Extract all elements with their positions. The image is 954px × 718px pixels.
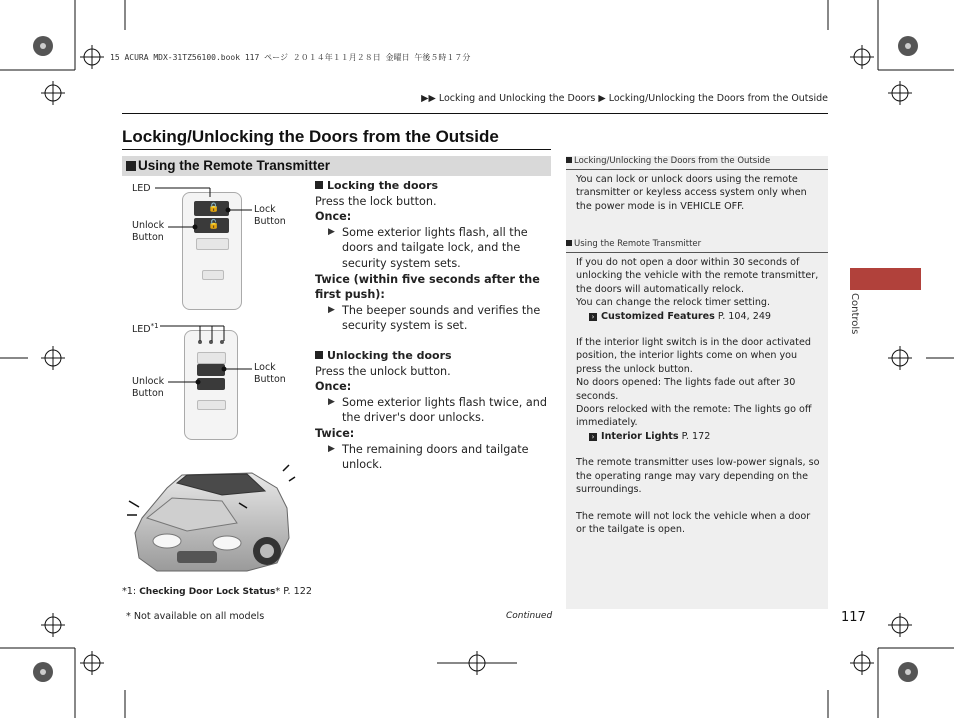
locking-twice-text: The beeper sounds and verifies the security system is set. <box>342 303 541 333</box>
unlocking-head-text: Unlocking the doors <box>327 348 452 362</box>
bullet-square-icon <box>315 181 323 189</box>
sidebar-box1-header <box>566 156 770 166</box>
locking-once-text: Some exterior lights flash, all the doors and tailgate lock, and the security system sets. <box>342 225 528 270</box>
unlocking-once-label: Once: <box>315 380 352 394</box>
sidebar-box1-text: You can lock or unlock doors using the remote transmitter or keyless access system only when the power mode is in VEHICLE OFF. <box>576 174 807 212</box>
unlocking-twice-item <box>315 442 553 473</box>
label-lock-1: Lock Button <box>254 204 286 227</box>
sidebar-p6: The remote transmitter uses low-power signals, so the operating range may vary depending on the surroundings. <box>576 457 820 496</box>
reference-arrow-icon: › <box>589 433 597 441</box>
unlocking-once-text: Some exterior lights flash twice, and the driver's door unlocks. <box>342 395 547 425</box>
triangle-icon: ▶ <box>328 226 335 237</box>
sidebar-p1: If you do not open a door within 30 seconds of unlocking the vehicle with the remote transmitter, the doors will automatically relock. <box>576 257 819 295</box>
chapter-label: Controls <box>849 293 860 335</box>
unlock-icon-1: 🔓 <box>208 220 220 230</box>
label-lock-2: Lock Button <box>254 362 286 385</box>
sidebar-box1-rule <box>566 169 828 170</box>
footnote-link[interactable]: Checking Door Lock Status <box>139 587 276 597</box>
locking-twice-label: Twice (within five seconds after the first push): <box>315 272 540 302</box>
ref1-label[interactable]: Customized Features <box>601 310 715 322</box>
label-led-1: LED <box>132 183 151 194</box>
sidebar-p2: You can change the relock timer setting. <box>576 297 771 309</box>
print-header: 15 ACURA MDX-31TZ56100.book 117 ページ ２０１４年１１月２８日 金曜日 午後５時１７分 <box>110 53 471 62</box>
sidebar-box2-header <box>566 239 701 249</box>
sidebar-box-icon <box>566 157 572 163</box>
unlocking-twice-label: Twice: <box>315 426 355 440</box>
footnote-star: * <box>275 586 281 597</box>
sidebar-box2-content <box>576 256 821 536</box>
sidebar-box2-header-text: Using the Remote Transmitter <box>574 239 702 249</box>
label-led-2-text: LED <box>132 324 151 336</box>
footnote <box>122 586 312 597</box>
locking-twice-item <box>315 303 553 334</box>
triangle-icon: ▶ <box>328 396 335 407</box>
reference-arrow-icon: › <box>589 313 597 321</box>
ref1-page: P. 104, 249 <box>714 310 772 322</box>
breadcrumb-part2[interactable]: Locking/Unlocking the Doors from the Outside <box>608 93 828 104</box>
unlocking-heading <box>315 348 553 364</box>
bullet-square-icon <box>315 351 323 359</box>
label-unlock-2: Unlock Button <box>132 376 165 399</box>
sidebar-box-icon <box>566 240 572 246</box>
sidebar-p4: No doors opened: The lights fade out after 30 seconds. <box>576 377 796 402</box>
continued-label: Continued <box>506 611 553 621</box>
locking-intro: Press the lock button. <box>315 194 437 208</box>
locking-once-item <box>315 225 553 272</box>
ref2-page: P. 172 <box>678 430 711 442</box>
footnote-page: P. 122 <box>280 586 312 597</box>
page-title: Locking/Unlocking the Doors from the Outside <box>122 127 499 146</box>
chapter-tab[interactable] <box>850 268 921 290</box>
triangle-icon: ▶ <box>328 304 335 315</box>
locking-once-label: Once: <box>315 210 352 224</box>
sidebar-p7: The remote will not lock the vehicle when a door or the tailgate is open. <box>576 510 811 535</box>
ref2-label[interactable]: Interior Lights <box>601 430 679 442</box>
unlocking-twice-text: The remaining doors and tailgate unlock. <box>342 442 529 472</box>
availability-note: * Not available on all models <box>126 611 265 622</box>
triangle-icon: ▶ <box>328 443 335 454</box>
sidebar-box1-header-text: Locking/Unlocking the Doors from the Outside <box>574 156 771 166</box>
label-led-2-sup: *1 <box>150 322 159 330</box>
unlocking-intro: Press the unlock button. <box>315 364 451 378</box>
sidebar-box2-rule <box>566 252 828 253</box>
sidebar-p5: Doors relocked with the remote: The lights go off immediately. <box>576 404 812 429</box>
locking-head-text: Locking the doors <box>327 179 439 192</box>
label-unlock-1: Unlock Button <box>132 220 165 243</box>
main-instructions <box>315 178 553 473</box>
sidebar-ref-interior[interactable] <box>576 430 821 443</box>
section-label: Using the Remote Transmitter <box>138 158 331 173</box>
locking-heading <box>315 178 553 194</box>
sidebar-p3: If the interior light switch is in the door activated position, the interior lights come on when you press the unlock button. <box>576 337 811 375</box>
lock-icon-1: 🔒 <box>208 203 220 213</box>
unlocking-once-item <box>315 395 553 426</box>
breadcrumb-separator: ▶ <box>598 93 606 104</box>
sidebar-ref-customized[interactable] <box>576 310 821 323</box>
breadcrumb-arrows: ▶▶ <box>421 93 436 104</box>
footnote-prefix: *1: <box>122 586 140 597</box>
page-number: 117 <box>841 610 866 625</box>
breadcrumb-part1[interactable]: Locking and Unlocking the Doors <box>438 93 596 104</box>
